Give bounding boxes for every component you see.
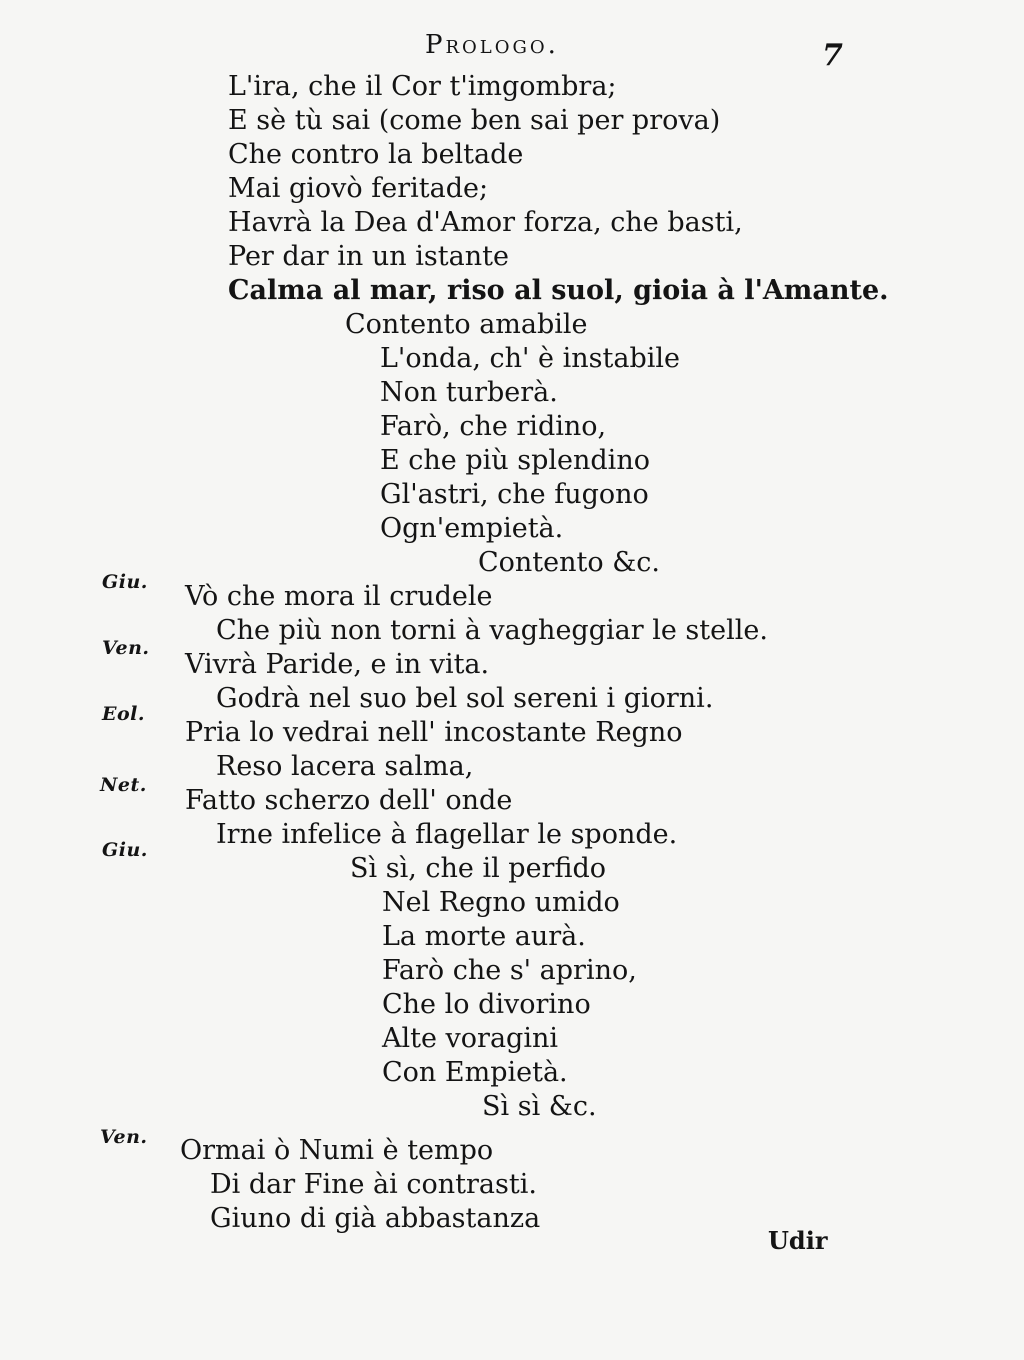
verse-line: Vò che mora il crudele xyxy=(185,581,493,612)
verse-line: Havrà la Dea d'Amor forza, che basti, xyxy=(228,207,743,238)
verse-line: Sì sì, che il perfido xyxy=(350,853,607,884)
verse-line: Sì sì &c. xyxy=(482,1091,597,1122)
verse-line: E sè tù sai (come ben sai per prova) xyxy=(228,105,721,136)
running-title: Prologo. xyxy=(425,30,559,60)
verse-line: Pria lo vedrai nell' incostante Regno xyxy=(185,717,683,748)
verse-line: L'ira, che il Cor t'imgombra; xyxy=(228,71,617,102)
verse-line: Gl'astri, che fugono xyxy=(380,479,649,510)
verse-line: Fatto scherzo dell' onde xyxy=(185,785,513,816)
verse-line: Ormai ò Numi è tempo xyxy=(180,1135,494,1166)
verse-line: Che contro la beltade xyxy=(228,139,524,170)
verse-line: Contento &c. xyxy=(478,547,660,578)
verse-line: Godrà nel suo bel sol sereni i giorni. xyxy=(216,683,714,714)
verse-line: Giuno di già abbastanza xyxy=(210,1203,541,1234)
speaker-label: Ven. xyxy=(100,1126,148,1148)
verse-line: Mai giovò feritade; xyxy=(228,173,489,204)
verse-line: Nel Regno umido xyxy=(382,887,620,918)
verse-line: L'onda, ch' è instabile xyxy=(380,343,680,374)
verse-line: Che più non torni à vagheggiar le stelle. xyxy=(216,615,768,646)
verse-line: Di dar Fine ài contrasti. xyxy=(210,1169,537,1200)
verse-line: Calma al mar, riso al suol, gioia à l'Amante. xyxy=(228,275,889,306)
verse-line: Alte voragini xyxy=(382,1023,559,1054)
verse-line: Che lo divorino xyxy=(382,989,591,1020)
verse-line: Farò che s' aprino, xyxy=(382,955,637,986)
verse-line: Reso lacera salma, xyxy=(216,751,474,782)
page-number: 7 xyxy=(822,38,843,73)
verse-line: Contento amabile xyxy=(345,309,588,340)
speaker-label: Giu. xyxy=(102,571,148,593)
verse-line: Vivrà Paride, e in vita. xyxy=(185,649,490,680)
verse-line: Con Empietà. xyxy=(382,1057,568,1088)
verse-line: Non turberà. xyxy=(380,377,558,408)
verse-line: Farò, che ridino, xyxy=(380,411,607,442)
speaker-label: Net. xyxy=(100,774,147,796)
verse-line: Per dar in un istante xyxy=(228,241,509,272)
speaker-label: Eol. xyxy=(102,703,145,725)
catchword: Udir xyxy=(768,1226,828,1255)
verse-line: Irne infelice à flagellar le sponde. xyxy=(216,819,678,850)
verse-line: La morte aurà. xyxy=(382,921,586,952)
speaker-label: Giu. xyxy=(102,839,148,861)
speaker-label: Ven. xyxy=(102,637,150,659)
verse-line: Ogn'empietà. xyxy=(380,513,564,544)
verse-line: E che più splendino xyxy=(380,445,650,476)
